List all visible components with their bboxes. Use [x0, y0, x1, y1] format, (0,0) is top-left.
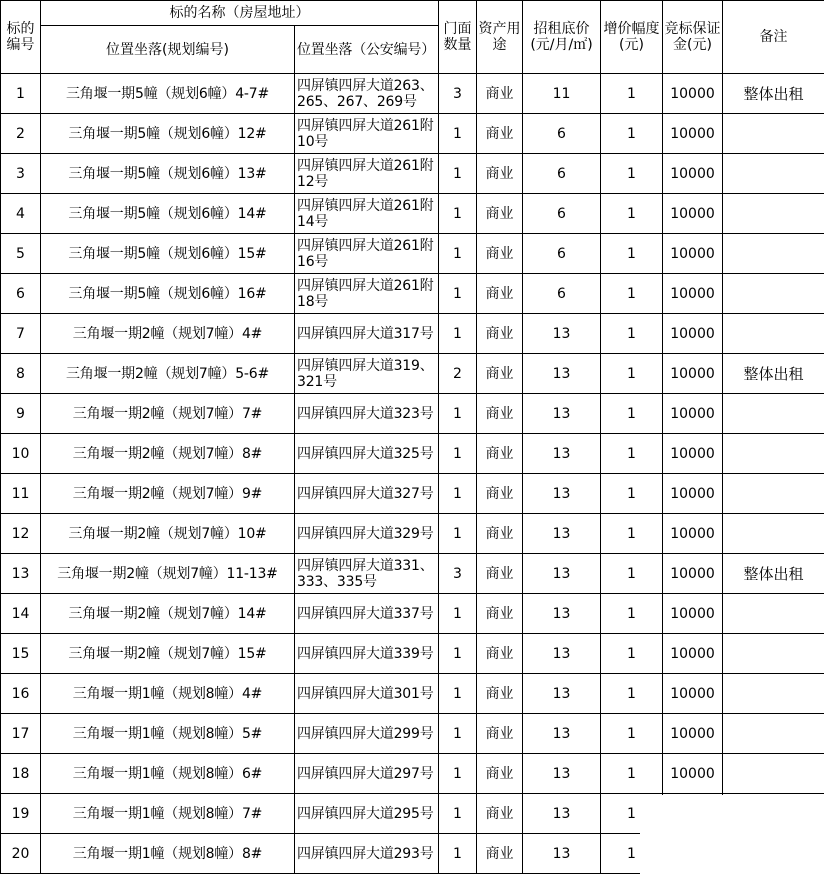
cell-base-price: 13 — [523, 834, 601, 874]
table-row — [1, 714, 824, 754]
cell-storefronts: 1 — [439, 674, 477, 714]
cell-base-price: 13 — [523, 714, 601, 754]
header-bid-name: 标的名称（房屋地址） — [41, 1, 439, 26]
table-row — [1, 514, 824, 554]
cell-location-plan: 三角堰一期1幢（规划8幢）6# — [41, 754, 295, 794]
cell-deposit: 10000 — [663, 354, 723, 394]
cell-remarks — [723, 674, 824, 714]
cell-storefronts: 1 — [439, 394, 477, 434]
cell-no: 14 — [1, 594, 41, 634]
cell-no: 15 — [1, 634, 41, 674]
cell-increment: 1 — [601, 474, 663, 514]
cell-location-plan: 三角堰一期2幢（规划7幢）7# — [41, 394, 295, 434]
cell-no: 5 — [1, 234, 41, 274]
cell-location-police: 四屏镇四屏大道319、321号 — [295, 354, 439, 394]
cell-asset-use: 商业 — [477, 834, 523, 874]
cell-deposit: 10000 — [663, 114, 723, 154]
table-row — [1, 234, 824, 274]
table-row — [1, 674, 824, 714]
cell-no: 1 — [1, 74, 41, 114]
header-deposit: 竞标保证金(元) — [663, 1, 723, 74]
cell-deposit: 10000 — [663, 154, 723, 194]
cell-deposit: 10000 — [663, 234, 723, 274]
cell-no: 20 — [1, 834, 41, 874]
header-row-top — [1, 1, 824, 26]
cell-location-plan: 三角堰一期5幢（规划6幢）15# — [41, 234, 295, 274]
cell-asset-use: 商业 — [477, 794, 523, 834]
cell-deposit: 10000 — [663, 194, 723, 234]
cell-storefronts: 1 — [439, 234, 477, 274]
table-row — [1, 394, 824, 434]
cell-increment: 1 — [601, 794, 663, 834]
cell-increment: 1 — [601, 674, 663, 714]
table-row — [1, 754, 824, 794]
header-asset-use: 资产用途 — [477, 1, 523, 74]
cell-deposit: 10000 — [663, 314, 723, 354]
cell-location-plan: 三角堰一期2幢（规划7幢）4# — [41, 314, 295, 354]
cell-no: 19 — [1, 794, 41, 834]
cell-remarks — [723, 234, 824, 274]
cell-increment: 1 — [601, 194, 663, 234]
cell-storefronts: 1 — [439, 514, 477, 554]
cell-location-plan: 三角堰一期2幢（规划7幢）9# — [41, 474, 295, 514]
cell-increment: 1 — [601, 834, 663, 874]
cell-storefronts: 2 — [439, 354, 477, 394]
cell-increment: 1 — [601, 114, 663, 154]
cell-base-price: 6 — [523, 154, 601, 194]
cell-deposit: 10000 — [663, 434, 723, 474]
cell-increment: 1 — [601, 594, 663, 634]
cell-base-price: 13 — [523, 594, 601, 634]
table-row — [1, 354, 824, 394]
cell-no: 13 — [1, 554, 41, 594]
cell-location-police: 四屏镇四屏大道261附18号 — [295, 274, 439, 314]
cell-base-price: 13 — [523, 634, 601, 674]
cell-asset-use: 商业 — [477, 434, 523, 474]
cell-location-police: 四屏镇四屏大道295号 — [295, 794, 439, 834]
cell-location-police: 四屏镇四屏大道263、265、267、269号 — [295, 74, 439, 114]
cell-base-price: 13 — [523, 514, 601, 554]
cell-base-price: 6 — [523, 194, 601, 234]
header-location-police: 位置坐落（公安编号） — [295, 26, 439, 74]
occlusion-patch — [640, 795, 824, 876]
cell-asset-use: 商业 — [477, 394, 523, 434]
cell-asset-use: 商业 — [477, 674, 523, 714]
cell-base-price: 13 — [523, 394, 601, 434]
cell-remarks — [723, 314, 824, 354]
cell-storefronts: 1 — [439, 474, 477, 514]
cell-asset-use: 商业 — [477, 194, 523, 234]
cell-no: 18 — [1, 754, 41, 794]
cell-location-plan: 三角堰一期2幢（规划7幢）10# — [41, 514, 295, 554]
cell-location-plan: 三角堰一期2幢（规划7幢）14# — [41, 594, 295, 634]
table-row — [1, 194, 824, 234]
cell-base-price: 11 — [523, 74, 601, 114]
cell-remarks — [723, 754, 824, 794]
cell-no: 10 — [1, 434, 41, 474]
cell-deposit: 10000 — [663, 594, 723, 634]
header-increment: 增价幅度(元) — [601, 1, 663, 74]
cell-location-plan: 三角堰一期2幢（规划7幢）8# — [41, 434, 295, 474]
cell-storefronts: 1 — [439, 794, 477, 834]
cell-asset-use: 商业 — [477, 74, 523, 114]
cell-location-plan: 三角堰一期2幢（规划7幢）15# — [41, 634, 295, 674]
cell-base-price: 6 — [523, 234, 601, 274]
cell-deposit: 10000 — [663, 634, 723, 674]
cell-location-police: 四屏镇四屏大道261附10号 — [295, 114, 439, 154]
header-remarks: 备注 — [723, 1, 824, 74]
cell-remarks — [723, 714, 824, 754]
cell-storefronts: 1 — [439, 114, 477, 154]
cell-remarks — [723, 394, 824, 434]
cell-location-police: 四屏镇四屏大道331、333、335号 — [295, 554, 439, 594]
header-location-plan: 位置坐落(规划编号) — [41, 26, 295, 74]
cell-asset-use: 商业 — [477, 594, 523, 634]
cell-location-plan: 三角堰一期2幢（规划7幢）5-6# — [41, 354, 295, 394]
cell-location-plan: 三角堰一期5幢（规划6幢）14# — [41, 194, 295, 234]
cell-base-price: 13 — [523, 754, 601, 794]
cell-location-police: 四屏镇四屏大道339号 — [295, 634, 439, 674]
cell-storefronts: 1 — [439, 154, 477, 194]
cell-remarks — [723, 194, 824, 234]
cell-storefronts: 1 — [439, 754, 477, 794]
cell-asset-use: 商业 — [477, 714, 523, 754]
table-row — [1, 554, 824, 594]
cell-asset-use: 商业 — [477, 274, 523, 314]
table-row — [1, 274, 824, 314]
cell-base-price: 13 — [523, 474, 601, 514]
cell-asset-use: 商业 — [477, 634, 523, 674]
cell-deposit: 10000 — [663, 394, 723, 434]
cell-remarks: 整体出租 — [723, 354, 824, 394]
cell-asset-use: 商业 — [477, 514, 523, 554]
cell-deposit: 10000 — [663, 674, 723, 714]
cell-increment: 1 — [601, 514, 663, 554]
cell-remarks — [723, 514, 824, 554]
cell-remarks — [723, 474, 824, 514]
cell-location-plan: 三角堰一期5幢（规划6幢）13# — [41, 154, 295, 194]
cell-location-police: 四屏镇四屏大道329号 — [295, 514, 439, 554]
cell-location-plan: 三角堰一期5幢（规划6幢）4-7# — [41, 74, 295, 114]
cell-no: 2 — [1, 114, 41, 154]
cell-storefronts: 3 — [439, 554, 477, 594]
cell-location-police: 四屏镇四屏大道261附14号 — [295, 194, 439, 234]
cell-no: 17 — [1, 714, 41, 754]
cell-base-price: 13 — [523, 674, 601, 714]
cell-base-price: 6 — [523, 114, 601, 154]
cell-asset-use: 商业 — [477, 754, 523, 794]
cell-base-price: 6 — [523, 274, 601, 314]
cell-remarks — [723, 634, 824, 674]
cell-no: 6 — [1, 274, 41, 314]
cell-asset-use: 商业 — [477, 354, 523, 394]
table-row — [1, 634, 824, 674]
cell-storefronts: 1 — [439, 834, 477, 874]
cell-increment: 1 — [601, 714, 663, 754]
cell-storefronts: 1 — [439, 434, 477, 474]
cell-base-price: 13 — [523, 794, 601, 834]
table-row — [1, 474, 824, 514]
cell-location-police: 四屏镇四屏大道301号 — [295, 674, 439, 714]
cell-remarks — [723, 274, 824, 314]
cell-remarks — [723, 594, 824, 634]
cell-increment: 1 — [601, 754, 663, 794]
cell-storefronts: 1 — [439, 594, 477, 634]
cell-asset-use: 商业 — [477, 114, 523, 154]
cell-increment: 1 — [601, 274, 663, 314]
cell-location-plan: 三角堰一期2幢（规划7幢）11-13# — [41, 554, 295, 594]
cell-storefronts: 1 — [439, 194, 477, 234]
cell-no: 9 — [1, 394, 41, 434]
cell-increment: 1 — [601, 154, 663, 194]
cell-location-plan: 三角堰一期1幢（规划8幢）4# — [41, 674, 295, 714]
header-base-price: 招租底价(元/月/㎡) — [523, 1, 601, 74]
cell-no: 8 — [1, 354, 41, 394]
cell-remarks — [723, 114, 824, 154]
cell-location-police: 四屏镇四屏大道317号 — [295, 314, 439, 354]
cell-remarks: 整体出租 — [723, 554, 824, 594]
cell-location-police: 四屏镇四屏大道325号 — [295, 434, 439, 474]
cell-location-plan: 三角堰一期5幢（规划6幢）16# — [41, 274, 295, 314]
header-storefronts: 门面数量 — [439, 1, 477, 74]
cell-increment: 1 — [601, 74, 663, 114]
cell-location-police: 四屏镇四屏大道261附12号 — [295, 154, 439, 194]
cell-no: 4 — [1, 194, 41, 234]
table-row — [1, 314, 824, 354]
cell-no: 3 — [1, 154, 41, 194]
cell-location-plan: 三角堰一期5幢（规划6幢）12# — [41, 114, 295, 154]
header-bid-no: 标的编号 — [1, 1, 41, 74]
cell-increment: 1 — [601, 554, 663, 594]
cell-remarks — [723, 154, 824, 194]
cell-increment: 1 — [601, 434, 663, 474]
cell-storefronts: 1 — [439, 314, 477, 354]
cell-deposit: 10000 — [663, 74, 723, 114]
cell-deposit: 10000 — [663, 714, 723, 754]
cell-increment: 1 — [601, 394, 663, 434]
table-row — [1, 74, 824, 114]
cell-location-plan: 三角堰一期1幢（规划8幢）5# — [41, 714, 295, 754]
cell-storefronts: 1 — [439, 634, 477, 674]
cell-asset-use: 商业 — [477, 154, 523, 194]
cell-location-police: 四屏镇四屏大道299号 — [295, 714, 439, 754]
cell-base-price: 13 — [523, 314, 601, 354]
cell-base-price: 13 — [523, 434, 601, 474]
cell-asset-use: 商业 — [477, 554, 523, 594]
cell-storefronts: 3 — [439, 74, 477, 114]
cell-remarks: 整体出租 — [723, 74, 824, 114]
cell-no: 11 — [1, 474, 41, 514]
cell-increment: 1 — [601, 354, 663, 394]
cell-deposit: 10000 — [663, 554, 723, 594]
cell-base-price: 13 — [523, 354, 601, 394]
cell-location-police: 四屏镇四屏大道337号 — [295, 594, 439, 634]
cell-deposit: 10000 — [663, 514, 723, 554]
table-body — [1, 74, 824, 874]
cell-location-police: 四屏镇四屏大道323号 — [295, 394, 439, 434]
table-row — [1, 434, 824, 474]
cell-location-police: 四屏镇四屏大道293号 — [295, 834, 439, 874]
table-row — [1, 594, 824, 634]
cell-storefronts: 1 — [439, 274, 477, 314]
cell-location-police: 四屏镇四屏大道261附16号 — [295, 234, 439, 274]
cell-asset-use: 商业 — [477, 234, 523, 274]
cell-location-police: 四屏镇四屏大道327号 — [295, 474, 439, 514]
table-row — [1, 114, 824, 154]
cell-no: 16 — [1, 674, 41, 714]
cell-deposit: 10000 — [663, 274, 723, 314]
cell-location-plan: 三角堰一期1幢（规划8幢）8# — [41, 834, 295, 874]
cell-asset-use: 商业 — [477, 474, 523, 514]
cell-no: 7 — [1, 314, 41, 354]
cell-deposit: 10000 — [663, 474, 723, 514]
cell-asset-use: 商业 — [477, 314, 523, 354]
table-row — [1, 154, 824, 194]
cell-increment: 1 — [601, 634, 663, 674]
cell-deposit: 10000 — [663, 754, 723, 794]
cell-remarks — [723, 434, 824, 474]
cell-base-price: 13 — [523, 554, 601, 594]
cell-location-plan: 三角堰一期1幢（规划8幢）7# — [41, 794, 295, 834]
cell-storefronts: 1 — [439, 714, 477, 754]
cell-no: 12 — [1, 514, 41, 554]
cell-location-police: 四屏镇四屏大道297号 — [295, 754, 439, 794]
cell-increment: 1 — [601, 234, 663, 274]
cell-increment: 1 — [601, 314, 663, 354]
